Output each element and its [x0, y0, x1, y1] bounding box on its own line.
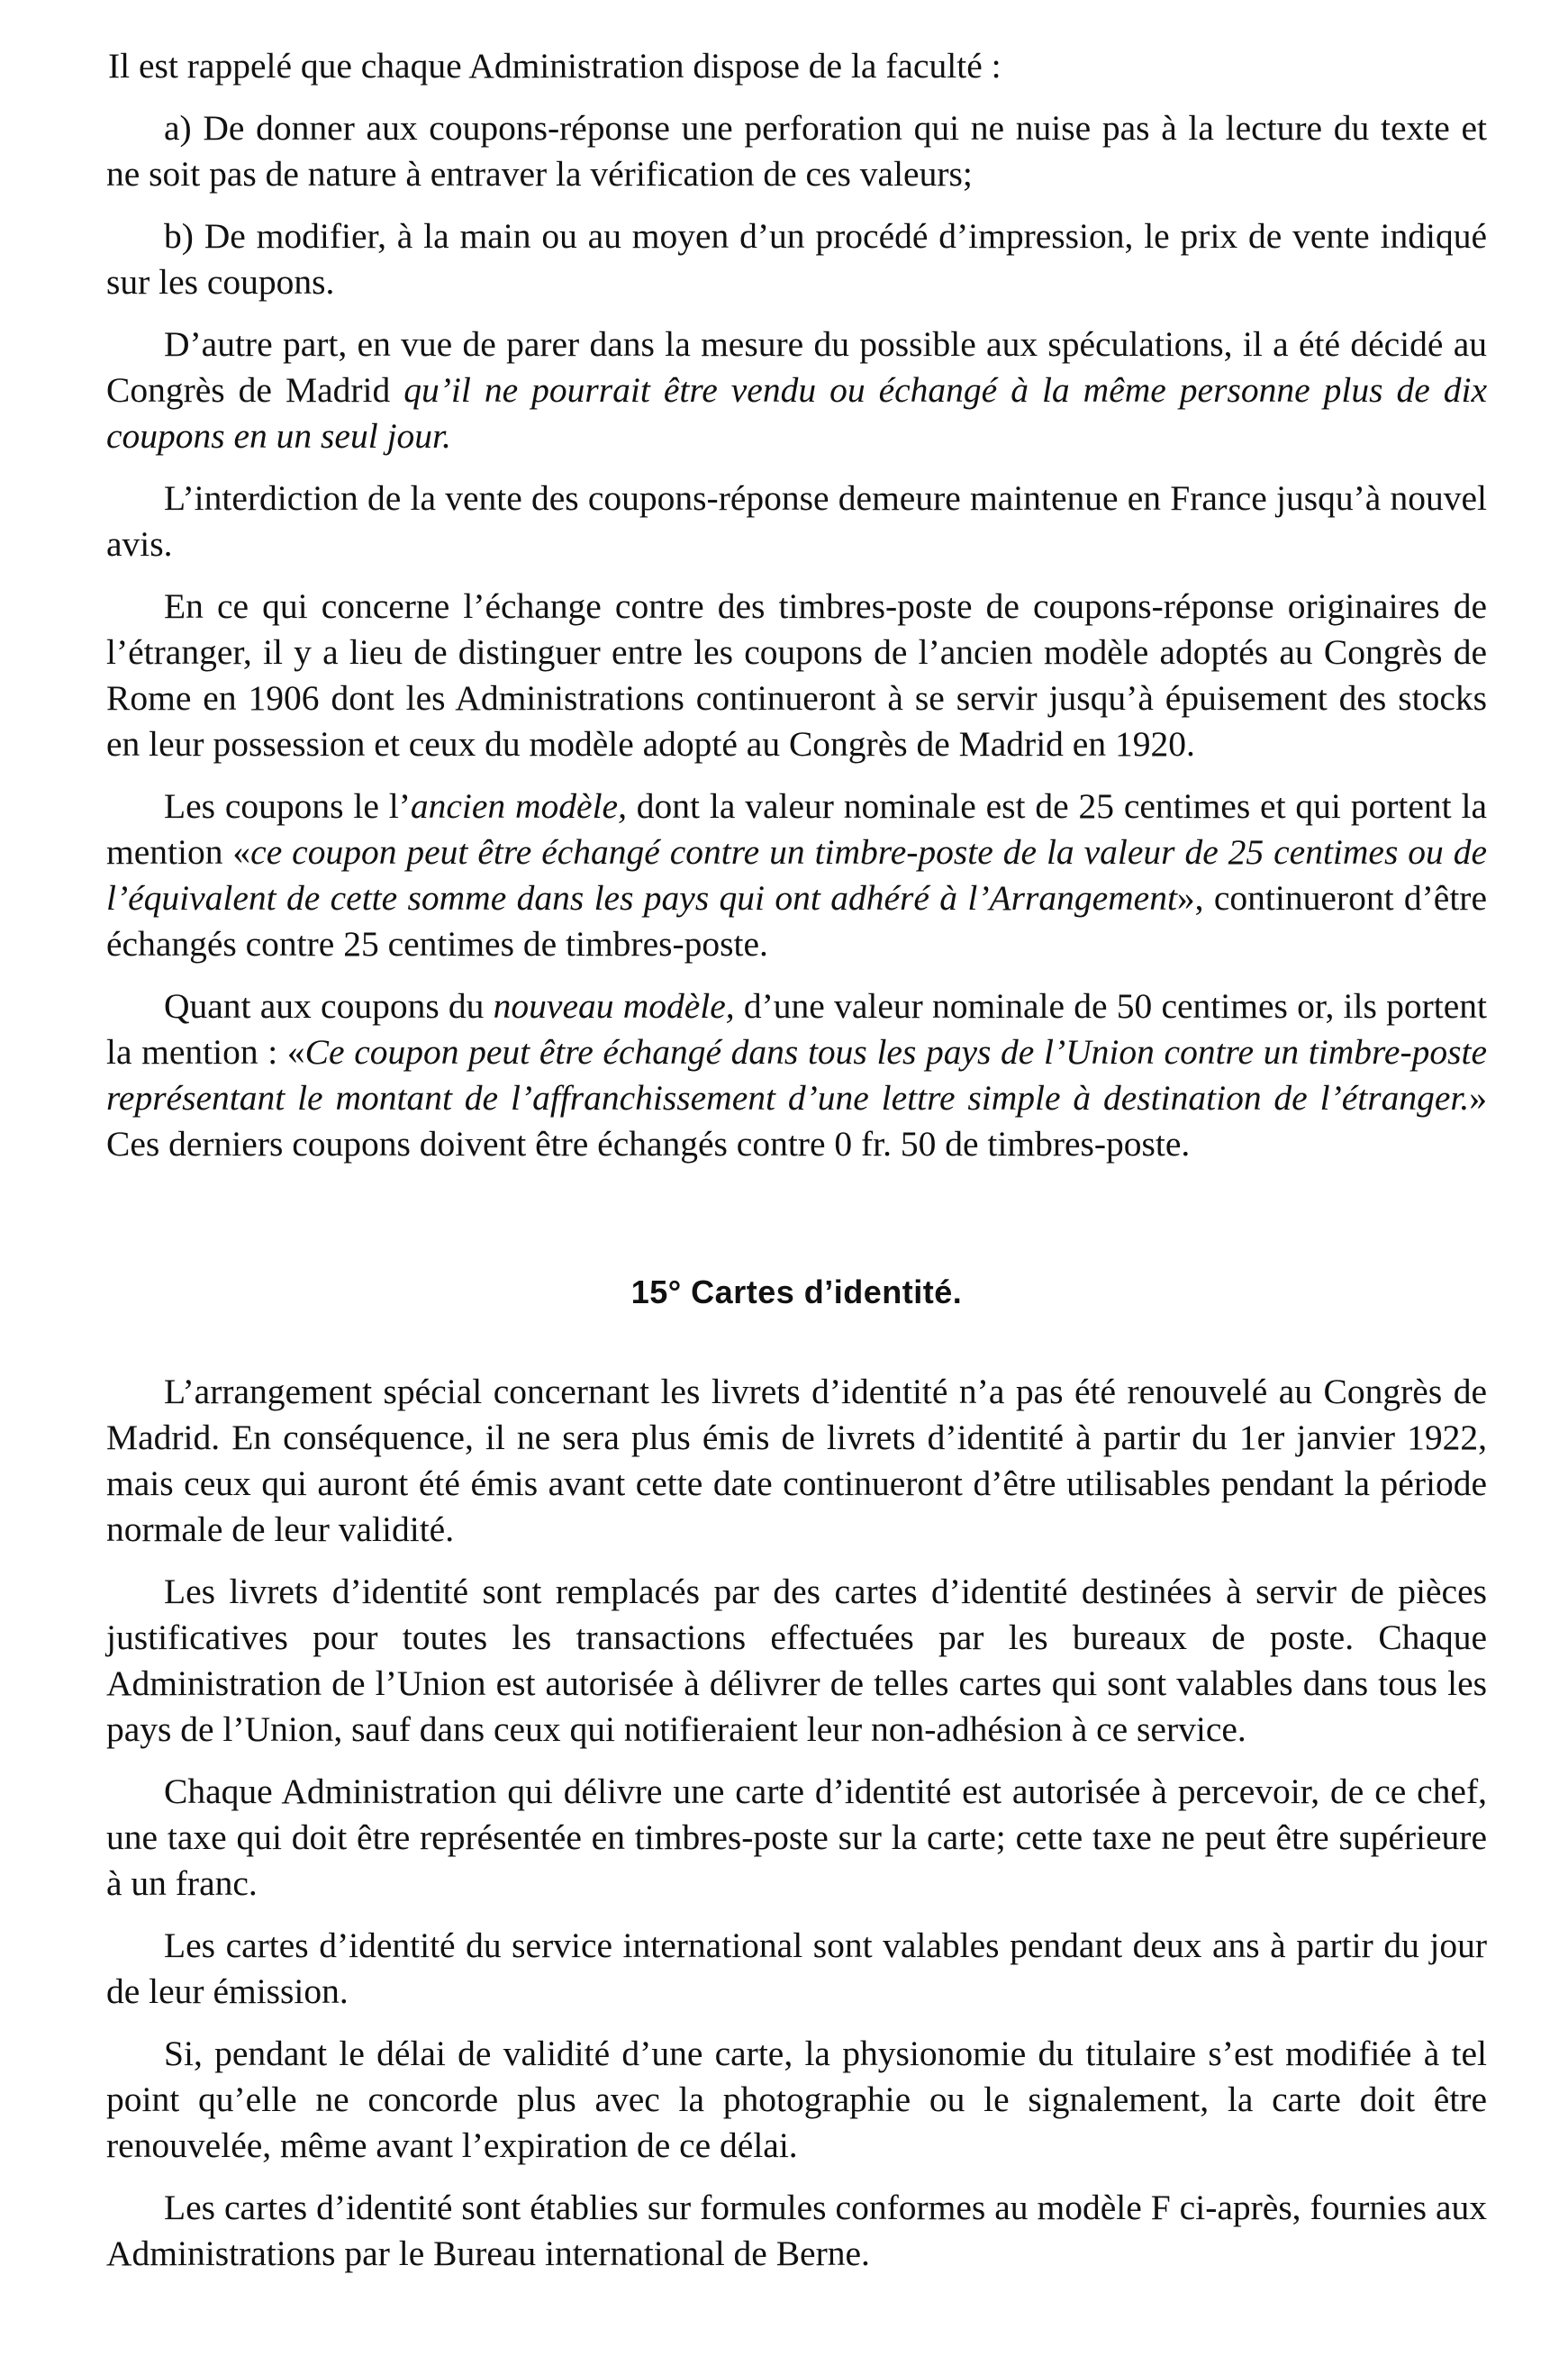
nouveau-italic-1: nouveau modèle,	[493, 986, 735, 1026]
nouveau-text-1: Quant aux coupons du	[164, 986, 494, 1026]
nouveau-text-3: » Ces derniers coupons doivent être échangés contre 0 fr. 50 de timbres-poste.	[106, 1078, 1487, 1164]
echange-paragraph: En ce qui concerne l’échange contre des timbres-poste de coupons-réponse originaires de l’étranger, il y a lieu de distinguer entre les coupons de l’ancien modèle adoptés au Congrès de Rome en 1906 dont les Administrations continueront à se servir jusqu’à épuisement des stocks en leur possession et ceux du modèle adopté au Congrès de Madrid en 1920.	[106, 586, 1487, 764]
nouveau-text-2: d’une valeur nominale de 50 centimes or, ils portent la mention : «	[106, 986, 1487, 1072]
taxe-paragraph: Chaque Administration qui délivre une carte d’identité est autorisée à percevoir, de ce chef, une taxe qui doit être représentée en timbres-poste sur la carte; cette taxe ne peut être supérieure à un franc.	[106, 1771, 1487, 1903]
nouveau-italic-2: Ce coupon peut être échangé dans tous les pays de l’Union contre un timbre-poste représentant le montant de l’affranchissement d’une lettre simple à destination de l’étranger.	[106, 1032, 1487, 1118]
physionomie-paragraph: Si, pendant le délai de validité d’une carte, la physionomie du titulaire s’est modifiée à tel point qu’elle ne concorde plus avec la photographie ou le signalement, la carte doit être renouvelée, même avant l’expiration de ce délai.	[106, 2034, 1487, 2165]
ancien-text-3: », continueront d’être échangés contre 25 centimes de timbres-poste.	[106, 878, 1487, 964]
ancien-modele-paragraph	[106, 784, 1487, 967]
ancien-text-2: dont la valeur nominale est de 25 centimes et qui portent la mention «	[106, 786, 1487, 872]
item-a-paragraph: a) De donner aux coupons-réponse une perforation qui ne nuise pas à la lecture du texte et ne soit pas de nature à entraver la vérification de ces valeurs;	[106, 108, 1487, 194]
formules-paragraph: Les cartes d’identité sont établies sur formules conformes au modèle F ci-après, fournies aux Administrations par le Bureau international de Berne.	[106, 2188, 1487, 2273]
ancien-italic-2: ce coupon peut être échangé contre un timbre-poste de la valeur de 25 centimes ou de l’équivalent de cette somme dans les pays qui ont adhéré à l’Arrangement	[106, 832, 1487, 918]
livrets-paragraph: Les livrets d’identité sont remplacés par des cartes d’identité destinées à servir de pièces justificatives pour toutes les transactions effectuées par les bureaux de poste. Chaque Administration de l’Union est autorisée à délivrer de telles cartes qui sont valables dans tous les pays de l’Union, sauf dans ceux qui notifieraient leur non-adhésion à ce service.	[106, 1572, 1487, 1749]
nouveau-modele-paragraph	[106, 983, 1487, 1167]
section-heading: 15° Cartes d’identité.	[630, 1273, 963, 1310]
speculation-text: D’autre part, en vue de parer dans la mesure du possible aux spéculations, il a été décidé au Congrès de Madrid	[106, 324, 1487, 410]
ancien-text-1: Les coupons le l’	[164, 786, 411, 826]
speculation-paragraph	[106, 322, 1487, 459]
validite-paragraph: Les cartes d’identité du service international sont valables pendant deux ans à partir du jour de leur émission.	[106, 1926, 1487, 2011]
interdiction-paragraph: L’interdiction de la vente des coupons-réponse demeure maintenue en France jusqu’à nouvel avis.	[106, 478, 1487, 564]
item-b-paragraph: b) De modifier, à la main ou au moyen d’un procédé d’impression, le prix de vente indiqué sur les coupons.	[106, 216, 1487, 302]
ancien-italic-1: ancien modèle,	[410, 786, 627, 826]
arrangement-paragraph: L’arrangement spécial concernant les livrets d’identité n’a pas été renouvelé au Congrès de Madrid. En conséquence, il ne sera plus émis de livrets d’identité à partir du 1er janvier 1922, mais ceux qui auront été émis avant cette date continueront d’être utilisables pendant la période normale de leur validité.	[106, 1372, 1487, 1549]
intro-paragraph: Il est rappelé que chaque Administration dispose de la faculté :	[108, 46, 1002, 86]
speculation-italic: qu’il ne pourrait être vendu ou échangé à la même personne plus de dix coupons en un seul jour.	[106, 370, 1487, 456]
